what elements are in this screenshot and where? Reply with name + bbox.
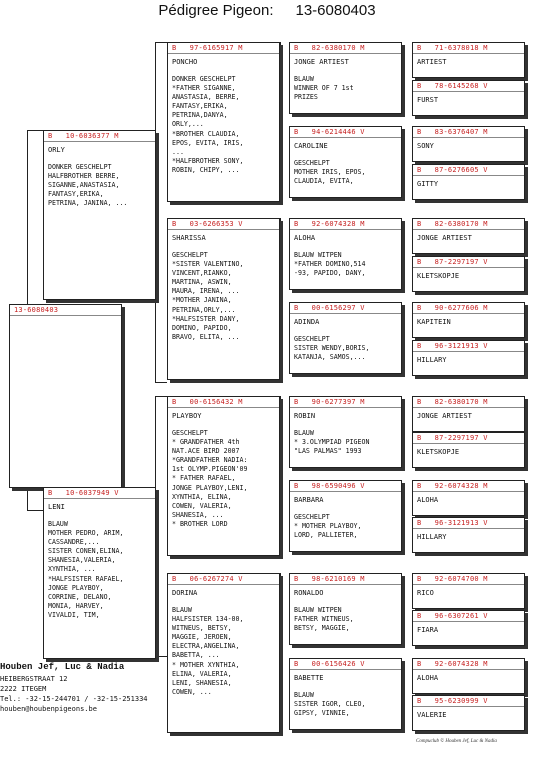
ring-number: B 10-6037949 V [48,489,119,497]
connector [27,510,43,511]
pigeon-name: ALOHA [417,496,439,504]
divider [413,706,524,707]
pigeon-name: ARTIEST [417,58,447,66]
ancestor-card [412,126,525,162]
ancestor-card [412,42,525,78]
pigeon-name: SHARISSA [172,234,206,242]
pigeon-name: FIARA [417,626,439,634]
pigeon-name: JONGE ARTIEST [294,58,349,66]
divider [413,137,524,138]
connector [280,396,281,486]
pigeon-name: KAPITEIN [417,318,451,326]
ring-number: B 71-6378018 M [417,44,488,52]
divider [290,491,401,492]
pigeon-name: CAROLINE [294,142,328,150]
owner-name: Houben Jef, Luc & Nadia [0,662,125,672]
pigeon-name: FURST [417,96,439,104]
connector [155,382,167,383]
pigeon-name: ADINDA [294,318,320,326]
divider [290,669,401,670]
pigeon-name: JONGE ARTIEST [417,412,472,420]
owner-city: 2222 ITEGEM [0,685,47,693]
ring-number: B 82-6380170 M [417,398,488,406]
ring-number: B 96-3121913 V [417,519,488,527]
divider [168,229,279,230]
title-label: Pédigree Pigeon: [158,2,274,19]
divider [413,621,524,622]
ancestor-card [412,218,525,254]
great-grandparent-card [289,480,402,552]
ring-number: B 98-6590496 V [294,482,365,490]
title-ring: 13-6080403 [295,2,376,19]
divider [290,53,401,54]
pigeon-info: DONKER GESCHELPT *FATHER SIGANNE, ANASTASIA, BERRE, FANTASY,ERIKA, PETRINA,DANYA, ORLY,... *BROTHER CLAUDIA, EPOS, EVITA, IRIS, ... *HALFBROTHER SONY, ROBIN, CHIPY, ... [172,75,244,174]
ancestor-card [412,256,525,292]
owner-email: houben@houbenpigeons.be [0,705,97,713]
ancestor-card [412,432,525,468]
ring-number: B 87-2297197 V [417,434,488,442]
connector [155,656,167,657]
ring-number: B 00-6156297 V [294,304,365,312]
grandparent-card [167,573,280,733]
pigeon-name: VALERIE [417,711,447,719]
ancestor-card [412,340,525,376]
pigeon-name: RONALDO [294,589,324,597]
divider [413,584,524,585]
ring-number: B 92-6074328 M [417,482,488,490]
divider [413,91,524,92]
divider [290,229,401,230]
ancestor-card [412,480,525,516]
pigeon-name: SONY [417,142,434,150]
ring-number: B 06-6267274 V [172,575,243,583]
divider [290,584,401,585]
ring-number: B 82-6380170 M [417,220,488,228]
pigeon-name: BABETTE [294,674,324,682]
pigeon-name: ORLY [48,146,65,154]
divider [290,313,401,314]
ancestor-card [412,695,525,731]
pigeon-info: GESCHELPT MOTHER IRIS, EPOS, CLAUDIA, EVITA, [294,159,366,186]
ring-number: B 90-6277397 M [294,398,365,406]
connector [27,130,43,131]
ring-number: B 78-6145268 V [417,82,488,90]
ancestor-card [412,610,525,646]
ring-number: B 87-2297197 V [417,258,488,266]
ring-number: B 00-6156426 V [294,660,365,668]
ancestor-card [412,302,525,338]
pigeon-info: BLAUW WITPEN *FATHER DOMINO,514 -93, PAPIDO, DANY, [294,251,366,278]
ancestor-card [412,658,525,694]
pigeon-name: BARBARA [294,496,324,504]
pigeon-name: GITTY [417,180,439,188]
divider [413,313,524,314]
divider [413,528,524,529]
great-grandparent-card [289,126,402,198]
pigeon-name: ALOHA [294,234,316,242]
connector [280,218,281,308]
pigeon-info: DONKER GESCHELPT HALFBROTHER BERRE, SIGANNE,ANASTASIA, FANTASY,ERIKA, PETRINA, JANINA, ... [48,163,128,208]
pigeon-name: JONGE ARTIEST [417,234,472,242]
pigeon-info: GESCHELPT *SISTER VALENTINO, VINCENT,RIANKO, MARTINA, ASWIN, MAURA, IRENA, ... *MOTHER JANINA, PETRINA,ORLY,... *HALFSISTER DANY, DOMINO, PAPIDO, BRAVO, ELITA, ... [172,251,244,341]
divider [413,53,524,54]
divider [413,407,524,408]
pigeon-name: HILLARY [417,533,447,541]
ancestor-card [412,164,525,200]
pigeon-info: BLAUW HALFSISTER 134-00, WITNEUS, BETSY, MAGGIE, JEROEN, ELECTRA,ANGELINA, BABETTA, ... * MOTHER XYNTHIA, ELINA, VALERIA, LENI, SHANESIA, COWEN, ... [172,606,244,696]
divider [168,584,279,585]
ring-number: B 92-6074328 M [417,660,488,668]
dam-card [43,487,156,659]
sire-card [43,130,156,300]
pigeon-info: GESCHELPT SISTER WENDY,BORIS, KATANJA, SAMOS,... [294,335,370,362]
divider [10,315,121,316]
divider [44,498,155,499]
divider [413,669,524,670]
ring-number: B 96-6307261 V [417,612,488,620]
grandparent-card [167,396,280,556]
ancestor-card [412,80,525,116]
divider [413,175,524,176]
ring-number: B 83-6376407 M [417,128,488,136]
divider [168,53,279,54]
ring-number: B 03-6266353 V [172,220,243,228]
great-grandparent-card [289,218,402,290]
ring-number: B 87-6276605 V [417,166,488,174]
ring-number: B 10-6036377 M [48,132,119,140]
ring-number: B 82-6380170 M [294,44,365,52]
pigeon-name: KLETSKOPJE [417,448,460,456]
ring-number: B 95-6230999 V [417,697,488,705]
footer-credit: Compuclub © Houben Jef, Luc & Nadia [416,739,497,744]
ancestor-card [412,573,525,609]
pigeon-name: HILLARY [417,356,447,364]
great-grandparent-card [289,396,402,468]
connector [155,42,167,43]
grandparent-card [167,218,280,380]
pigeon-name: RICO [417,589,434,597]
connector [280,42,281,132]
pigeon-info: BLAUW SISTER IGOR, CLEO, GIPSY, VINNIE, [294,691,366,718]
pigeon-info: BLAUW WITPEN FATHER WITNEUS, BETSY, MAGGIE, [294,606,354,633]
pigeon-name: PONCHO [172,58,198,66]
ring-number: B 92-6074328 M [294,220,365,228]
pigeon-name: KLETSKOPJE [417,272,460,280]
subject-ring: 13-6080403 [14,306,59,314]
pigeon-name: LENI [48,503,65,511]
pigeon-info: BLAUW MOTHER PEDRO, ARIM, CASSANDRE,... SISTER CONEN,ELINA, SHANESIA,VALERIA, XYNTHIA, ... *HALFSISTER RAFAEL, JONGE PLAYBOY, CORRINE, DELANO, MONIA, HARVEY, VIVALDI, TIM, [48,520,124,619]
grandparent-card [167,42,280,202]
ring-number: B 90-6277606 M [417,304,488,312]
pigeon-name: ROBIN [294,412,316,420]
divider [44,141,155,142]
owner-block [0,661,148,714]
divider [413,443,524,444]
great-grandparent-card [289,658,402,730]
great-grandparent-card [289,302,402,374]
pigeon-name: PLAYBOY [172,412,202,420]
pigeon-name: DORINA [172,589,198,597]
ring-number: B 94-6214446 V [294,128,365,136]
page-title [0,2,534,19]
ring-number: B 92-6074700 M [417,575,488,583]
subject-card [9,304,122,488]
ring-number: B 96-3121913 V [417,342,488,350]
divider [413,351,524,352]
connector [280,573,281,663]
pigeon-name: ALOHA [417,674,439,682]
divider [290,407,401,408]
great-grandparent-card [289,573,402,645]
divider [290,137,401,138]
great-grandparent-card [289,42,402,114]
pigeon-info: GESCHELPT * MOTHER PLAYBOY, LORD, PALLIETER, [294,513,362,540]
owner-phone: Tel.: -32-15-244701 / -32-15-251334 [0,695,148,703]
divider [413,491,524,492]
ancestor-card [412,396,525,432]
pigeon-info: BLAUW WINNER OF 7 1st PRIZES [294,75,354,102]
ring-number: B 00-6156432 M [172,398,243,406]
divider [413,267,524,268]
ring-number: B 97-6165917 M [172,44,243,52]
pigeon-info: BLAUW * 3.OLYMPIAD PIGEON "LAS PALMAS" 1993 [294,429,370,456]
divider [413,229,524,230]
owner-street: HEIBERGSTRAAT 12 [0,675,68,683]
ring-number: B 98-6210169 M [294,575,365,583]
connector [155,396,167,397]
divider [168,407,279,408]
ancestor-card [412,517,525,553]
pigeon-info: GESCHELPT * GRANDFATHER 4th NAT.ACE BIRD 2007 *GRANDFATHER NADIA: 1st OLYMP.PIGEON'09 * FATHER RAFAEL, JONGE PLAYBOY,LENI, XYNTHIA, ELINA, COWEN, VALERIA, SHANESIA, ... * BROTHER LORD [172,429,248,528]
